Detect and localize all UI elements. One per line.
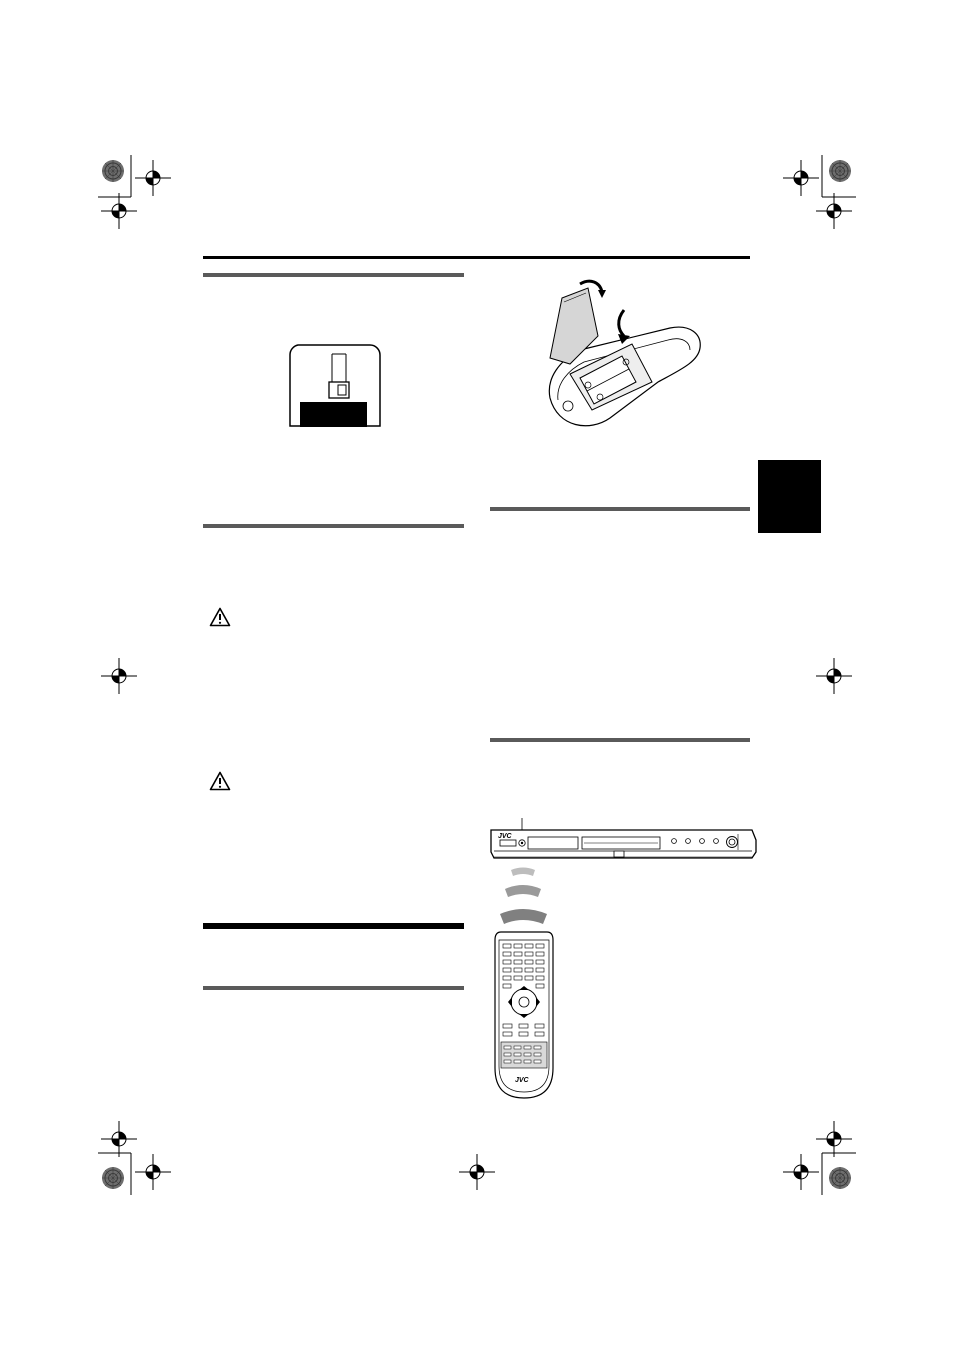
section-rule-3 — [203, 923, 464, 929]
signal-arc-large — [500, 909, 547, 924]
language-tab — [758, 460, 821, 533]
section-rule-2 — [203, 524, 464, 528]
section-rule-1 — [203, 273, 464, 277]
remote-brand-label: JVC — [515, 1077, 529, 1084]
rating-label-figure — [288, 344, 382, 430]
registration-crosshair-icon — [135, 1154, 171, 1190]
page-header-rule — [203, 256, 750, 259]
player-brand-label: JVC — [498, 833, 512, 840]
registration-crosshair-icon — [135, 160, 171, 196]
signal-arc-small — [511, 868, 535, 877]
registration-crosshair-icon — [459, 1154, 495, 1190]
section-rule-4 — [203, 986, 464, 990]
section-rule-5 — [490, 507, 750, 511]
color-target-icon — [829, 160, 851, 182]
registration-crosshair-icon — [101, 1121, 137, 1157]
battery-insertion-illustration — [540, 278, 710, 438]
signal-arcs — [495, 862, 555, 932]
registration-crosshair-icon — [816, 658, 852, 694]
player-front-panel — [488, 818, 758, 866]
signal-arc-medium — [505, 885, 541, 897]
registration-crosshair-icon — [816, 193, 852, 229]
warning-triangle-icon — [209, 771, 231, 791]
color-target-icon — [829, 1167, 851, 1189]
registration-crosshair-icon — [783, 1154, 819, 1190]
warning-triangle-icon — [209, 607, 231, 627]
registration-crosshair-icon — [816, 1121, 852, 1157]
color-target-icon — [102, 1167, 124, 1189]
registration-crosshair-icon — [783, 160, 819, 196]
remote-control-illustration — [493, 930, 555, 1102]
color-target-icon — [102, 160, 124, 182]
registration-crosshair-icon — [101, 193, 137, 229]
registration-crosshair-icon — [101, 658, 137, 694]
section-rule-6 — [490, 738, 750, 742]
